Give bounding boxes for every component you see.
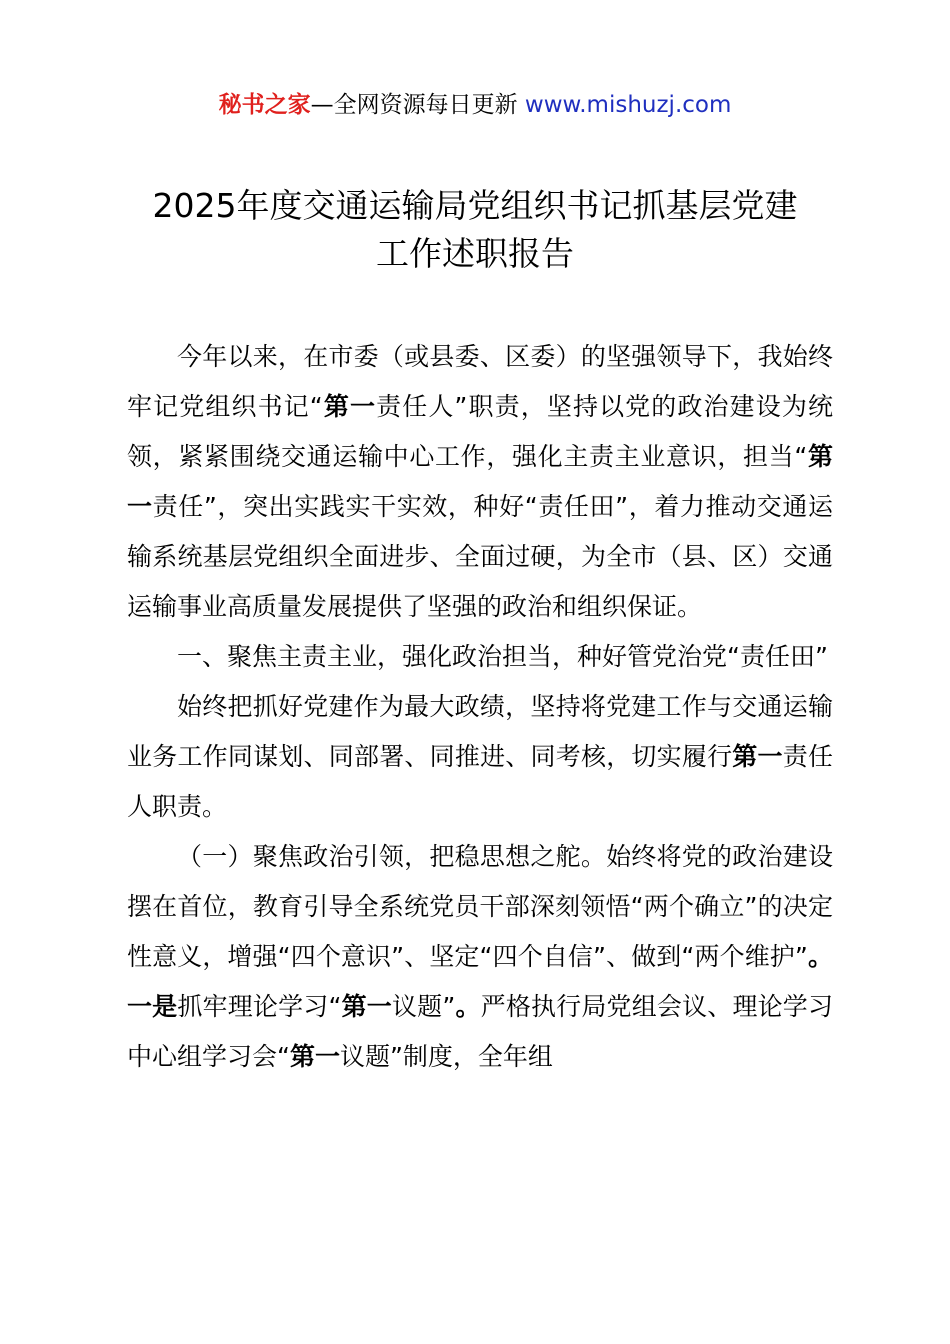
site-brand: 秘书之家: [218, 92, 311, 118]
bold-run: 第一: [127, 442, 833, 521]
title-line-2: 工作述职报告: [376, 234, 574, 273]
text-run: 抓牢理论学习“: [177, 992, 342, 1021]
bold-run: 。一是: [127, 942, 833, 1021]
bold-run: 。: [455, 992, 481, 1021]
text-run: 始终把抓好党建作为最大政绩，坚持将党建工作与交通运输业务工作同谋划、同部署、同推进、同考核，切实履行: [127, 692, 833, 771]
title-line-1: 2025年度交通运输局党组织书记抓基层党建: [152, 186, 798, 225]
site-url-link[interactable]: www.mishuzj.com: [524, 92, 732, 118]
site-slogan: —全网资源每日更新: [310, 92, 525, 118]
bold-run: 第一: [341, 992, 392, 1021]
text-run: 议题”制度，全年组: [339, 1042, 553, 1071]
text-run: 责任人”职责，坚持以党的政治建设为统领，紧紧围绕交通运输中心工作，强化主责主业意识，担当“: [127, 392, 833, 471]
document-body: [127, 332, 833, 1082]
text-run: 今年以来，在市委（或县委、区委）的坚强领导下，我始终牢记党组织书记“: [127, 342, 833, 421]
text-run: 责任”，突出实践实干实效，种好“责任田”，着力推动交通运输系统基层党组织全面进步、全面过硬，为全市（县、区）交通运输事业高质量发展提供了坚强的政治和组织保证。: [127, 492, 833, 621]
section-heading-1: 一、聚焦主责主业，强化政治担当，种好管党治党“责任田”: [177, 642, 828, 671]
paragraph-section-1: [127, 682, 833, 832]
text-run: 严格执行局党组会议、理论学习中心组学习会“: [127, 992, 833, 1071]
bold-run: 第一: [289, 1042, 340, 1071]
document-title: [100, 182, 850, 278]
site-header: [0, 88, 950, 122]
text-run: （一）聚焦政治引领，把稳思想之舵。始终将党的政治建设摆在首位，教育引导全系统党员干部深刻领悟“两个确立”的决定性意义，增强“四个意识”、坚定“四个自信”、做到“两个维护”: [127, 842, 833, 971]
paragraph-intro: [127, 332, 833, 632]
text-run: 责任人职责。: [127, 742, 833, 821]
bold-run: 第一: [322, 392, 377, 421]
paragraph-subsection-1: [127, 832, 833, 1082]
text-run: 议题”: [391, 992, 456, 1021]
bold-run: 第一: [732, 742, 783, 771]
